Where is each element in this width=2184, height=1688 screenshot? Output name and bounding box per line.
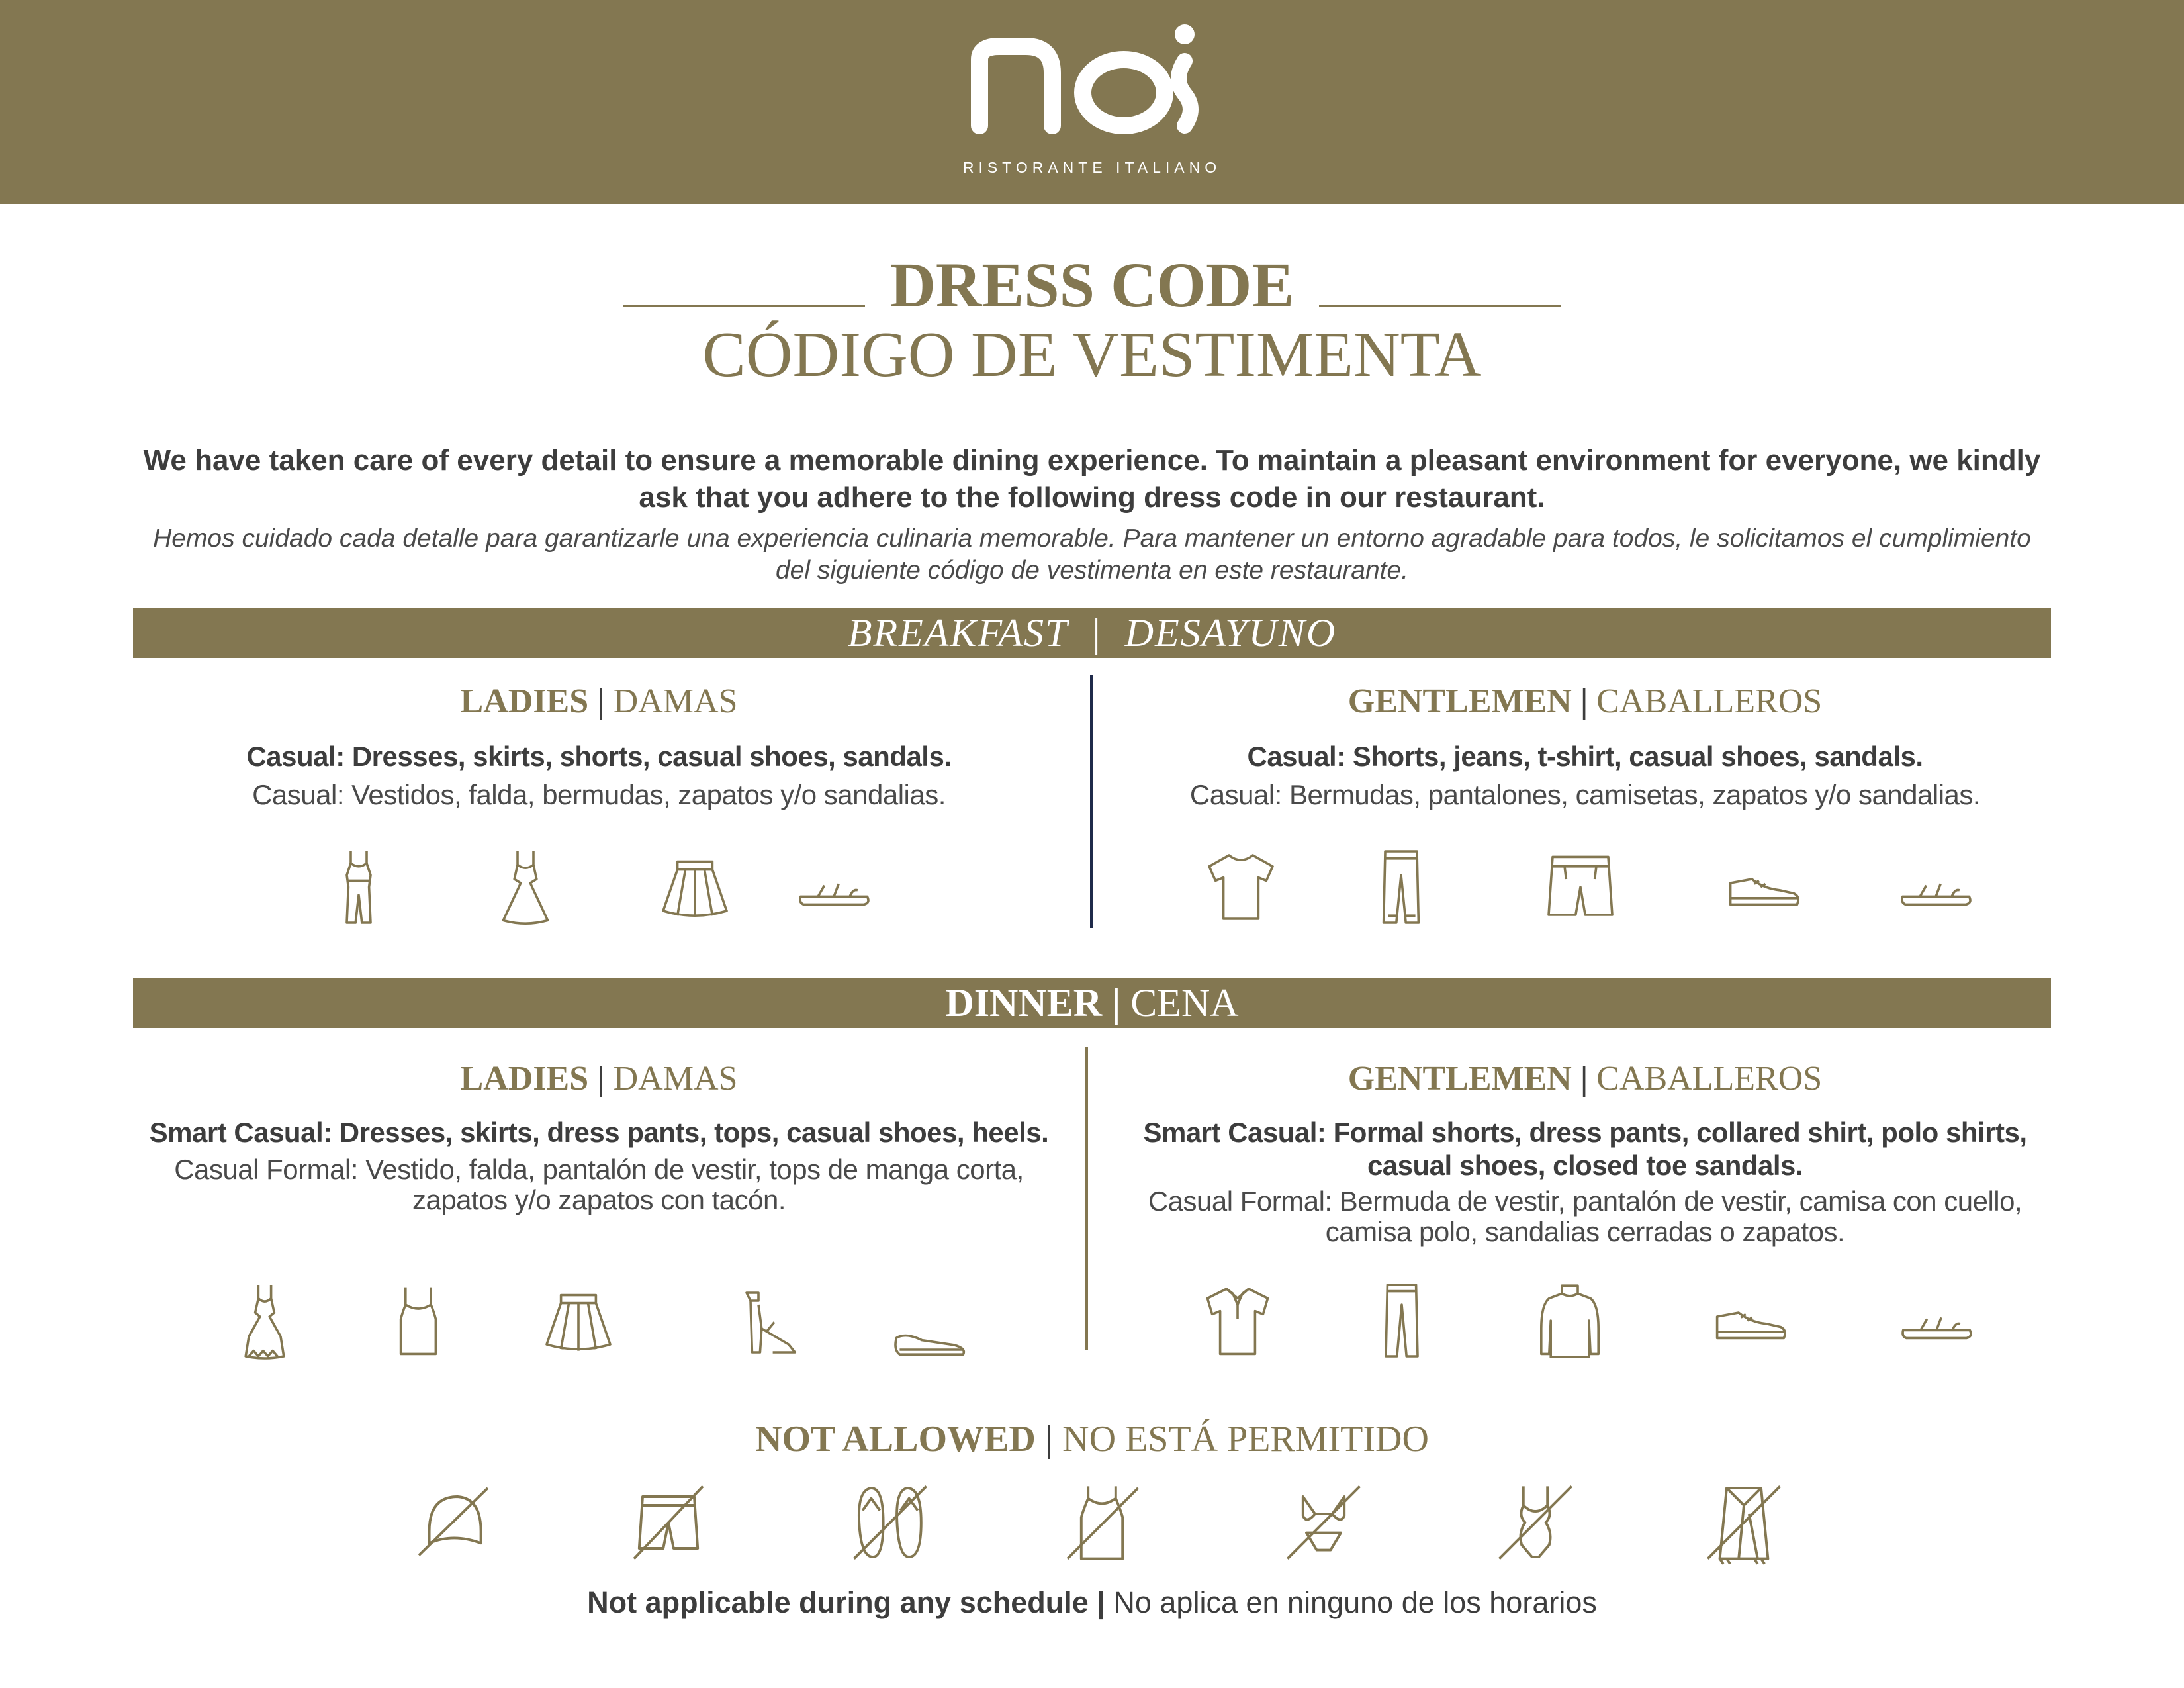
dinner-ladies-en: Smart Casual: Dresses, skirts, dress pants, tops, casual shoes, heels.: [149, 1117, 1049, 1148]
dinner-band-bold: DINNER: [945, 981, 1103, 1025]
heel-icon: [727, 1281, 806, 1360]
breakfast-gentlemen-heading: GENTLEMEN | CABALLEROS: [1347, 682, 1823, 720]
footer-note: [0, 1585, 2184, 1620]
dinner-gentlemen-title: GENTLEMEN: [1347, 1060, 1572, 1098]
polo-icon: [1198, 1281, 1277, 1360]
page-title: DRESS CODE: [889, 250, 1295, 320]
dinner-ladies-title: LADIES: [460, 1060, 589, 1098]
tagline: RISTORANTE ITALIANO: [962, 159, 1222, 176]
breakfast-divider: [1090, 675, 1093, 928]
dress-icon: [486, 847, 565, 927]
dinner-band: [133, 978, 2051, 1028]
dinner-gentlemen-en: Smart Casual: Formal shorts, dress pants, collared shirt, polo shirts, casual shoes, closed toe sandals.: [1143, 1117, 2027, 1181]
intro-english: We have taken care of every detail to ensure a memorable dining experience. To maintain a pleasant environment for everyone, we kindly ask that you adhere to the following dress code in our restaurant.: [143, 444, 2041, 514]
swimsuit-crossed-icon: [1492, 1479, 1578, 1566]
flip-flops-crossed-icon: [847, 1479, 933, 1566]
not-allowed-heading: NOT ALLOWED | NO ESTÁ PERMITIDO: [755, 1419, 1429, 1460]
sweater-icon: [1530, 1281, 1610, 1360]
sneaker-icon: [1711, 1281, 1790, 1360]
tank-crossed-icon: [1059, 1479, 1145, 1566]
sandal-icon: [1896, 847, 1976, 927]
flat-shoe-icon: [890, 1294, 970, 1374]
sneaker-icon: [1724, 847, 1803, 927]
dinner-ladies-heading: LADIES | DAMAS: [460, 1060, 738, 1098]
trousers-icon: [1362, 1281, 1441, 1360]
intro-spanish: Hemos cuidado cada detalle para garantizarle una experiencia culinaria memorable. Para mantener un entorno agradable para todos, le solicitamos el cumplimiento del siguiente código de vestimenta en este restaurante.: [153, 524, 2031, 585]
breakfast-ladies-heading: LADIES | DAMAS: [460, 682, 738, 720]
swim-trunks-crossed-icon: [625, 1479, 711, 1566]
tshirt-icon: [1201, 847, 1281, 927]
noi-logo: [960, 20, 1224, 136]
sandal-icon: [794, 847, 874, 927]
shorts-icon: [1541, 847, 1620, 927]
page-subtitle: CÓDIGO DE VESTIMENTA: [702, 319, 1482, 391]
breakfast-ladies-es: Casual: Vestidos, falda, bermudas, zapatos y/o sandalias.: [252, 779, 946, 810]
sarong-crossed-icon: [1701, 1479, 1787, 1566]
dinner-gentlemen-title-es: CABALLEROS: [1596, 1060, 1823, 1098]
breakfast-ladies-title: LADIES: [460, 682, 589, 720]
cap-crossed-icon: [410, 1479, 496, 1566]
footer-note-en: Not applicable during any schedule |: [587, 1585, 1105, 1619]
dinner-band-light: CENA: [1130, 981, 1239, 1025]
skirt-icon: [655, 847, 735, 927]
not-allowed-title: NOT ALLOWED: [755, 1419, 1036, 1460]
dinner-ladies-es: Casual Formal: Vestido, falda, pantalón de vestir, tops de manga corta, zapatos y/o zapatos con tacón.: [174, 1154, 1024, 1215]
breakfast-gentlemen-en: Casual: Shorts, jeans, t-shirt, casual shoes, sandals.: [1247, 741, 1923, 772]
not-allowed-title-es: NO ESTÁ PERMITIDO: [1062, 1419, 1429, 1460]
sandal-icon: [1897, 1281, 1976, 1360]
footer-note-es: No aplica en ninguno de los horarios: [1113, 1585, 1597, 1619]
dinner-band-separator: |: [1112, 981, 1121, 1025]
bikini-crossed-icon: [1281, 1479, 1367, 1566]
breakfast-band: BREAKFAST | DESAYUNO: [133, 608, 2051, 658]
skirt-icon: [539, 1281, 618, 1360]
breakfast-gentlemen-title: GENTLEMEN: [1347, 682, 1572, 720]
dinner-ladies-title-es: DAMAS: [613, 1060, 738, 1098]
dinner-divider: [1085, 1047, 1088, 1350]
breakfast-ladies-title-es: DAMAS: [613, 682, 738, 720]
breakfast-gentlemen-es: Casual: Bermudas, pantalones, camisetas, zapatos y/o sandalias.: [1189, 779, 1981, 810]
tank-top-icon: [379, 1281, 458, 1360]
dinner-gentlemen-es: Casual Formal: Bermuda de vestir, pantalón de vestir, camisa con cuello, camisa polo, sandalias cerradas o zapatos.: [1148, 1186, 2023, 1247]
dinner-gentlemen-heading: GENTLEMEN | CABALLEROS: [1347, 1060, 1823, 1098]
jumpsuit-icon: [319, 847, 398, 927]
breakfast-gentlemen-title-es: CABALLEROS: [1596, 682, 1823, 720]
breakfast-ladies-en: Casual: Dresses, skirts, shorts, casual shoes, sandals.: [246, 741, 952, 772]
gown-icon: [225, 1281, 304, 1360]
jeans-icon: [1361, 847, 1441, 927]
